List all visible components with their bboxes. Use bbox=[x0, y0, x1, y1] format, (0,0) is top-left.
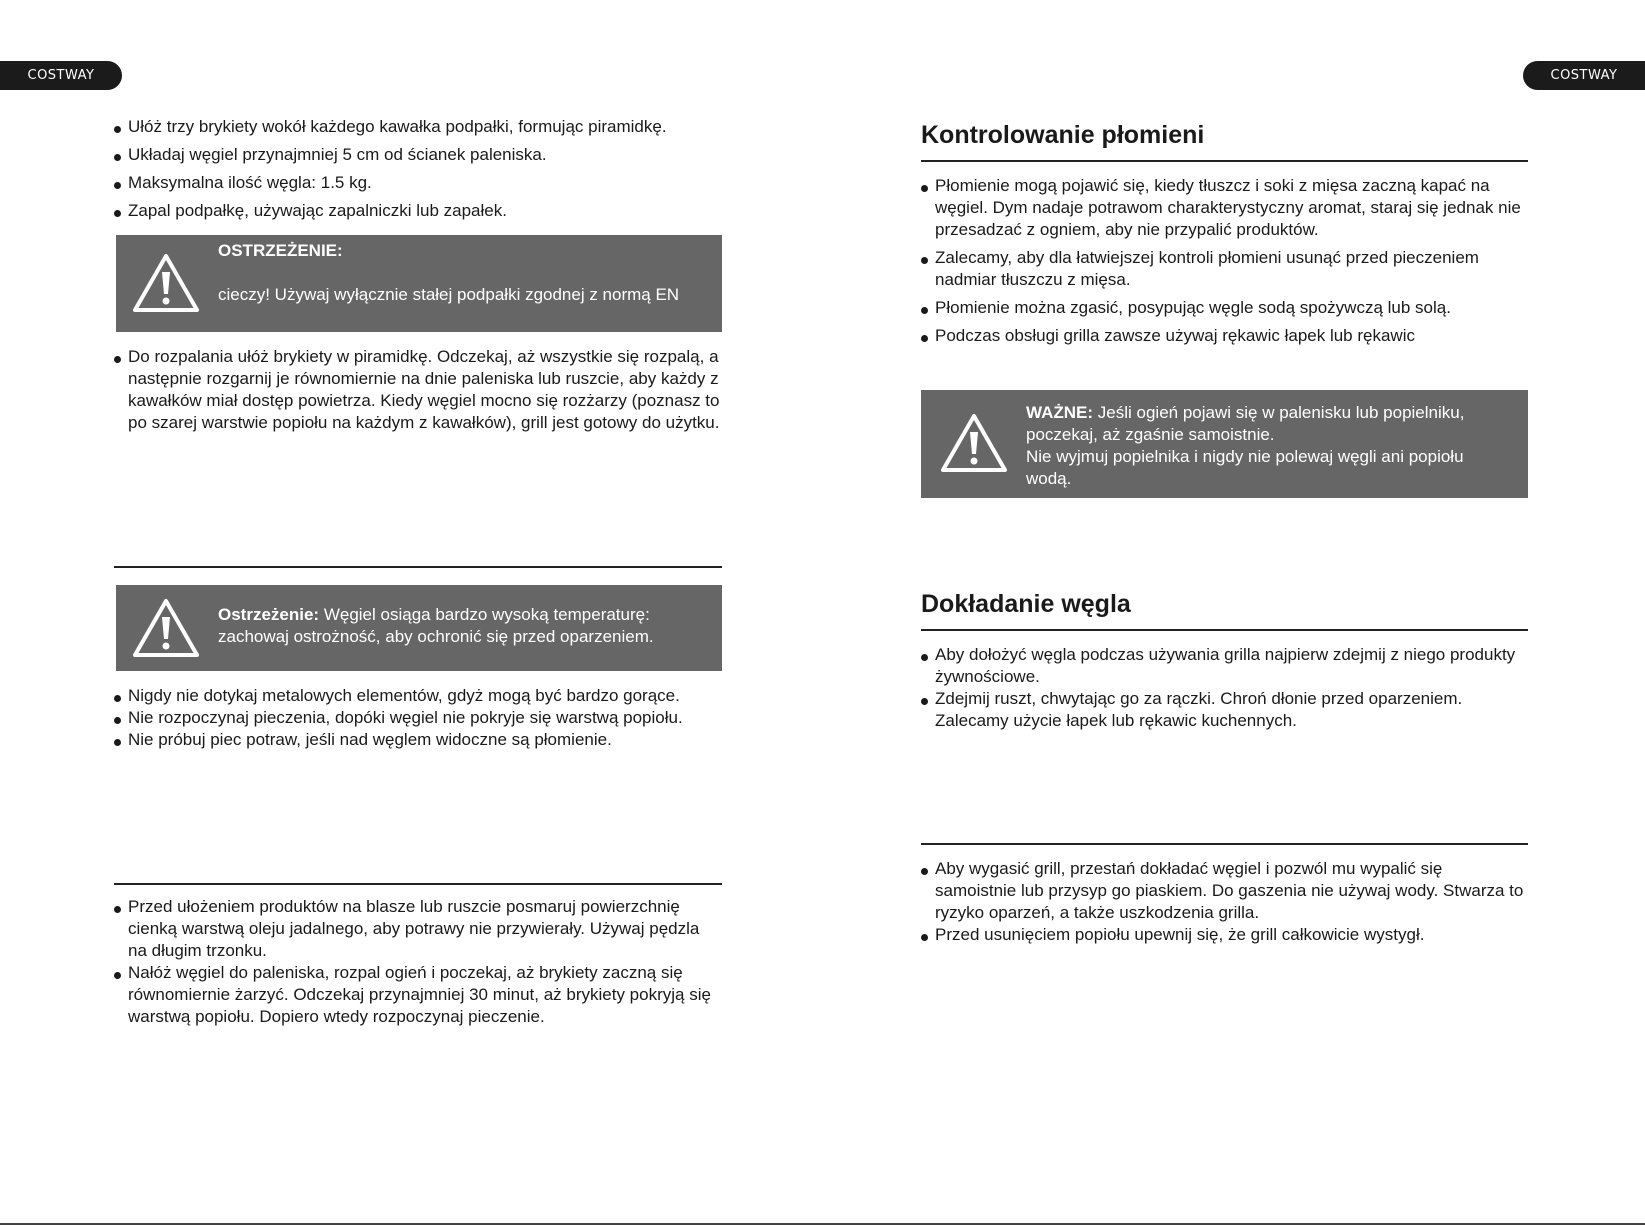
list-item: Przed usunięciem popiołu upewnij się, że grill całkowicie wystygł. bbox=[921, 924, 1528, 946]
page-bottom-line bbox=[0, 1223, 1645, 1225]
important-title: WAŻNE: bbox=[1026, 403, 1094, 422]
bullet-list-lighting bbox=[114, 116, 722, 222]
brand-logo-left: COSTWAY bbox=[0, 61, 122, 90]
list-item: Podczas obsługi grilla zawsze używaj rękawic łapek lub rękawic bbox=[921, 325, 1528, 347]
warning-text-line: Węgiel osiąga bardzo wysoką temperaturę: bbox=[323, 605, 650, 624]
list-item: Płomienie mogą pojawić się, kiedy tłuszcz i soki z mięsa zaczną kapać na węgiel. Dym nadaje potrawom charakterystyczny aromat, staraj się jednak nie przesadzać z ogniem, aby nie przypalić produktów. bbox=[921, 175, 1528, 241]
warning-triangle-icon bbox=[131, 252, 201, 314]
list-item: Do rozpalania ułóż brykiety w piramidkę. Odczekaj, aż wszystkie się rozpalą, a następnie rozgarnij je równomiernie na dnie paleniska lub ruszcie, aby każdy z kawałków miał dostęp powietrza. Kiedy węgiel mocno się rozżarzy (poznasz to po szarej warstwie popiołu na każdym z kawałków), grill jest gotowy do użytku. bbox=[114, 346, 722, 434]
list-item: Aby dołożyć węgla podczas używania grilla najpierw zdejmij z niego produkty żywnościowe. bbox=[921, 644, 1528, 688]
list-item: Maksymalna ilość węgla: 1.5 kg. bbox=[114, 172, 722, 194]
list-item: Nie próbuj piec potraw, jeśli nad węglem widoczne są płomienie. bbox=[114, 729, 722, 751]
heading-adding-coal: Dokładanie węgla bbox=[921, 590, 1131, 618]
bullet-list-adding bbox=[921, 644, 1528, 732]
list-item: Zapal podpałkę, używając zapalniczki lub zapałek. bbox=[114, 200, 722, 222]
left-page bbox=[114, 0, 722, 1226]
list-item: Nałóż węgiel do paleniska, rozpal ogień i poczekaj, aż brykiety zaczną się równomiernie żarzyć. Odczekaj przynajmniej 30 minut, aż brykiety pokryją się warstwą popiołu. Dopiero wtedy rozpoczynaj pieczenie. bbox=[114, 962, 722, 1028]
bullet-list-extinguish bbox=[921, 858, 1528, 946]
section-divider bbox=[114, 883, 722, 885]
warning-text-line: zachowaj ostrożność, aby ochronić się przed oparzeniem. bbox=[218, 627, 654, 646]
warning-title: OSTRZEŻENIE: bbox=[218, 241, 343, 260]
list-item: Płomienie można zgasić, posypując węgle sodą spożywczą lub solą. bbox=[921, 297, 1528, 319]
warning-title: Ostrzeżenie: bbox=[218, 605, 320, 624]
list-item: Aby wygasić grill, przestań dokładać węgiel i pozwól mu wypalić się samoistnie lub przysyp go piaskiem. Do gaszenia nie używaj wody. Stwarza to ryzyko oparzeń, a także uszkodzenia grilla. bbox=[921, 858, 1528, 924]
heading-flame-control: Kontrolowanie płomieni bbox=[921, 121, 1205, 149]
bullet-list-spread bbox=[114, 346, 722, 434]
heading-underline bbox=[921, 160, 1528, 162]
section-divider bbox=[921, 843, 1528, 845]
list-item: Zalecamy, aby dla łatwiejszej kontroli płomieni usunąć przed pieczeniem nadmiar tłuszczu z mięsa. bbox=[921, 247, 1528, 291]
list-item: Zdejmij ruszt, chwytając go za rączki. Chroń dłonie przed oparzeniem. Zalecamy użycie łapek lub rękawic kuchennych. bbox=[921, 688, 1528, 732]
list-item: Przed ułożeniem produktów na blasze lub ruszcie posmaruj powierzchnię cienką warstwą oleju jadalnego, aby potrawy nie przywierały. Używaj pędzla na długim trzonku. bbox=[114, 896, 722, 962]
list-item: Nie rozpoczynaj pieczenia, dopóki węgiel nie pokryje się warstwą popiołu. bbox=[114, 707, 722, 729]
important-text-line: Jeśli ogień pojawi się w palenisku lub popielniku, bbox=[1097, 403, 1465, 422]
heading-underline bbox=[921, 629, 1528, 631]
warning-box-hot bbox=[116, 585, 722, 671]
important-text-line: poczekaj, aż zgaśnie samoistnie. bbox=[1026, 425, 1275, 444]
list-item: Nigdy nie dotykaj metalowych elementów, gdyż mogą być bardzo gorące. bbox=[114, 685, 722, 707]
important-text-line: wodą. bbox=[1026, 469, 1072, 488]
important-text-line: Nie wyjmuj popielnika i nigdy nie polewaj węgli ani popiołu bbox=[1026, 447, 1464, 466]
bullet-list-hot bbox=[114, 685, 722, 751]
warning-triangle-icon bbox=[131, 597, 201, 659]
important-box bbox=[921, 390, 1528, 498]
brand-logo-right: COSTWAY bbox=[1523, 61, 1645, 90]
warning-box-fuel bbox=[116, 235, 722, 332]
bullet-list-flames bbox=[921, 175, 1528, 353]
warning-text: cieczy! Używaj wyłącznie stałej podpałki zgodnej z normą EN bbox=[218, 285, 680, 304]
list-item: Układaj węgiel przynajmniej 5 cm od ścianek paleniska. bbox=[114, 144, 722, 166]
section-divider bbox=[114, 566, 722, 568]
right-page bbox=[921, 0, 1528, 1226]
warning-triangle-icon bbox=[939, 412, 1009, 474]
list-item: Ułóż trzy brykiety wokół każdego kawałka podpałki, formując piramidkę. bbox=[114, 116, 722, 138]
bullet-list-cooking bbox=[114, 896, 722, 1028]
